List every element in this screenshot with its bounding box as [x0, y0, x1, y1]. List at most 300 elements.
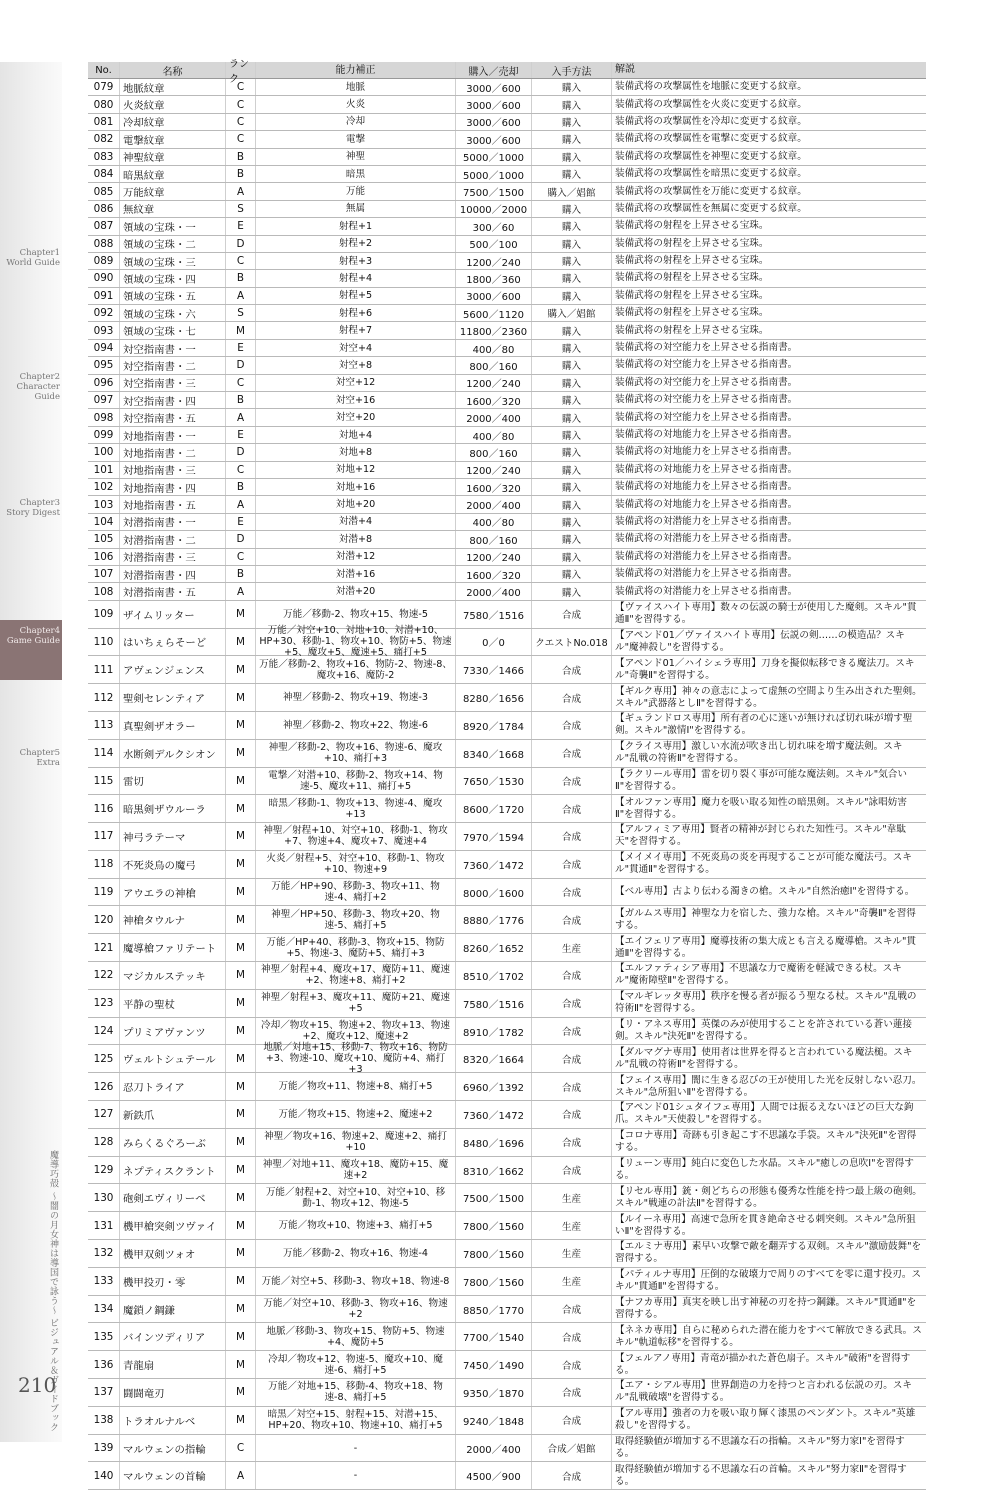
cell-name: 機甲双剣ツォオ [120, 1240, 226, 1267]
cell-no: 132 [88, 1240, 120, 1267]
cell-rank: M [226, 629, 256, 656]
chapter-tab-1[interactable]: Chapter1 World Guide [6, 248, 60, 268]
cell-no: 104 [88, 514, 120, 530]
cell-stat: 対潜+12 [256, 549, 456, 565]
cell-get: 合成 [532, 1323, 612, 1350]
cell-no: 102 [88, 479, 120, 495]
cell-no: 103 [88, 496, 120, 512]
cell-price: 8320／1664 [456, 1045, 532, 1072]
cell-rank: C [226, 375, 256, 391]
cell-stat: 地脈／対地+15、移動-7、物攻+16、物防+3、物速-10、魔攻+10、魔防+4、痛打+3 [256, 1045, 456, 1072]
cell-get: 購入 [532, 218, 612, 234]
chapter-tab-2[interactable]: Chapter2 Character Guide [16, 372, 60, 402]
table-row [88, 392, 926, 409]
cell-get: 合成 [532, 1379, 612, 1406]
table-row [88, 549, 926, 566]
cell-name: プリミアヴァンツ [120, 1018, 226, 1045]
cell-desc: 装備武将の対地能力を上昇させる指南書。 [615, 463, 798, 475]
cell-desc: 装備武将の攻撃属性を火炎に変更する紋章。 [615, 98, 807, 110]
chapter-tab-3[interactable]: Chapter3 Story Digest [6, 498, 60, 518]
cell-no: 088 [88, 236, 120, 252]
cell-stat: 無属 [256, 201, 456, 217]
cell-price: 3000／600 [456, 79, 532, 95]
cell-get: 購入 [532, 549, 612, 565]
cell-stat: 射程+6 [256, 305, 456, 321]
chapter-tab-5[interactable]: Chapter5 Extra [19, 748, 60, 768]
cell-stat: 万能／対空+5、移動-3、物攻+18、物速-8 [256, 1268, 456, 1295]
cell-name: 対空指南書・二 [120, 357, 226, 373]
cell-no: 133 [88, 1268, 120, 1295]
cell-desc: 装備武将の対地能力を上昇させる指南書。 [615, 446, 798, 458]
cell-get: 合成 [532, 712, 612, 739]
cell-stat: 万能／HP+90、移動-3、物攻+11、物速-4、痛打+2 [256, 879, 456, 906]
cell-desc: 装備武将の射程を上昇させる宝珠。 [615, 307, 769, 319]
cell-price: 11800／2360 [456, 322, 532, 338]
cell-get: 合成 [532, 1462, 612, 1489]
cell-get: 合成 [532, 1129, 612, 1156]
cell-rank: M [226, 1323, 256, 1350]
cell-rank: C [226, 79, 256, 95]
header-price: 購入／売却 [456, 62, 532, 78]
table-row [88, 879, 926, 907]
cell-rank: E [226, 514, 256, 530]
cell-no: 135 [88, 1323, 120, 1350]
cell-desc: 【クライス専用】激しい水流が吹き出し切れ味を増す魔法剣。スキル"乱戦の符術Ⅱ"を習得する。 [615, 741, 903, 765]
cell-get: 合成／娼館 [532, 1435, 612, 1462]
table-row [88, 514, 926, 531]
cell-rank: M [226, 1073, 256, 1100]
table-row [88, 851, 926, 879]
cell-name: はいちぇらそーど [120, 629, 226, 656]
cell-desc: 【リューン専用】純白に変色した水晶。スキル"癒しの息吹Ⅰ"を習得する。 [615, 1158, 914, 1182]
cell-stat: 神聖／射程+10、対空+10、移動-1、物攻+7、物速+4、魔攻+7、魔速+4 [256, 823, 456, 850]
cell-stat: 火炎／射程+5、対空+10、移動-1、物攻+10、物速+9 [256, 851, 456, 878]
cell-rank: E [226, 218, 256, 234]
cell-get: 購入 [532, 531, 612, 547]
cell-stat: 暗黒／対空+15、射程+15、対潜+15、HP+20、物攻+10、物速+10、痛打+5 [256, 1407, 456, 1434]
cell-get: 生産 [532, 1268, 612, 1295]
cell-get: 合成 [532, 1296, 612, 1323]
cell-desc: 装備武将の対空能力を上昇させる指南書。 [615, 394, 798, 406]
cell-name: 対潜指南書・五 [120, 583, 226, 599]
cell-no: 080 [88, 96, 120, 112]
table-row [88, 496, 926, 513]
cell-rank: S [226, 201, 256, 217]
cell-rank: A [226, 183, 256, 199]
cell-rank: C [226, 131, 256, 147]
cell-name: ヴェルトシュテール [120, 1045, 226, 1072]
cell-name: トラオルナルベ [120, 1407, 226, 1434]
cell-name: マルウェンの首輪 [120, 1462, 226, 1489]
cell-desc: 装備武将の対空能力を上昇させる指南書。 [615, 376, 798, 388]
cell-get: 購入 [532, 288, 612, 304]
cell-rank: M [226, 1268, 256, 1295]
cell-name: 砲剣エヴィリーベ [120, 1184, 226, 1211]
table-row [88, 740, 926, 768]
table-row [88, 656, 926, 684]
cell-name: 対潜指南書・三 [120, 549, 226, 565]
cell-desc: 装備武将の攻撃属性を万能に変更する紋章。 [615, 185, 807, 197]
cell-get: 合成 [532, 1073, 612, 1100]
cell-desc: 【アペンド01／ハイシェラ専用】刀身を擬似転移できる魔法刀。スキル"奇襲Ⅱ"を習得する。 [615, 657, 915, 681]
table-row [88, 236, 926, 253]
cell-stat: 射程+1 [256, 218, 456, 234]
cell-name: 水断剣デルクシオン [120, 740, 226, 767]
chapter-tab-4[interactable]: Chapter4 Game Guide [0, 620, 62, 680]
cell-price: 300／60 [456, 218, 532, 234]
cell-no: 124 [88, 1018, 120, 1045]
cell-stat: 冷却 [256, 114, 456, 130]
table-row [88, 1042, 926, 1076]
cell-stat: 電撃 [256, 131, 456, 147]
cell-get: 購入 [532, 79, 612, 95]
cell-name: 機甲投刃・零 [120, 1268, 226, 1295]
cell-rank: M [226, 906, 256, 933]
cell-get: 購入 [532, 427, 612, 443]
cell-price: 1200／240 [456, 375, 532, 391]
cell-name: 対潜指南書・四 [120, 566, 226, 582]
cell-desc: 【アルフィミア専用】賢者の精神が封じられた知性弓。スキル"韋駄天"を習得する。 [615, 824, 906, 848]
cell-stat: 神聖／対地+11、魔攻+18、魔防+15、魔速+2 [256, 1157, 456, 1184]
cell-name: 不死炎鳥の魔弓 [120, 851, 226, 878]
cell-no: 140 [88, 1462, 120, 1489]
cell-stat: 神聖／移動-2、物攻+16、物速-6、魔攻+10、痛打+3 [256, 740, 456, 767]
cell-desc: 【リセル専用】銃・剣どちらの形態も優秀な性能を持つ最上級の砲剣。スキル"戦連の計法Ⅱ"を習得する。 [615, 1185, 922, 1209]
header-rank: ランク [226, 62, 256, 78]
header-no: No. [88, 62, 120, 78]
cell-price: 8850／1770 [456, 1296, 532, 1323]
cell-name: 冷却紋章 [120, 114, 226, 130]
cell-name: 万能紋章 [120, 183, 226, 199]
cell-no: 107 [88, 566, 120, 582]
cell-get: 合成 [532, 990, 612, 1017]
cell-get: 合成 [532, 1157, 612, 1184]
table-row [88, 149, 926, 166]
cell-no: 081 [88, 114, 120, 130]
table-row [88, 1268, 926, 1296]
cell-rank: A [226, 288, 256, 304]
cell-name: 領域の宝珠・七 [120, 322, 226, 338]
cell-rank: M [226, 1157, 256, 1184]
table-row [88, 1435, 926, 1463]
cell-desc: 装備武将の射程を上昇させる宝珠。 [615, 237, 769, 249]
table-row [88, 684, 926, 712]
cell-no: 101 [88, 462, 120, 478]
cell-desc: 装備武将の対潜能力を上昇させる指南書。 [615, 533, 798, 545]
cell-name: 対地指南書・三 [120, 462, 226, 478]
cell-name: 青龍扇 [120, 1351, 226, 1378]
cell-price: 8920／1784 [456, 712, 532, 739]
cell-stat: 対地+16 [256, 479, 456, 495]
cell-no: 109 [88, 601, 120, 628]
cell-price: 800／160 [456, 531, 532, 547]
cell-desc: 【ギルク専用】神々の意志によって虚無の空間より生み出された聖剣。スキル"武器落としⅡ"を習得する。 [615, 685, 922, 709]
cell-no: 086 [88, 201, 120, 217]
cell-rank: M [226, 823, 256, 850]
cell-rank: M [226, 1045, 256, 1072]
table-row [88, 1184, 926, 1212]
cell-rank: M [226, 1184, 256, 1211]
table-row [88, 1323, 926, 1351]
cell-price: 7330／1466 [456, 656, 532, 683]
cell-no: 118 [88, 851, 120, 878]
cell-rank: M [226, 1407, 256, 1434]
cell-name: 対地指南書・二 [120, 444, 226, 460]
cell-rank: A [226, 409, 256, 425]
cell-rank: A [226, 496, 256, 512]
header-desc: 解説 [615, 64, 635, 75]
cell-price: 7360／1472 [456, 1101, 532, 1128]
cell-desc: 【リ・アネス専用】英傑のみが使用することを許されている蒼い蓮接剣。スキル"決死Ⅱ"を習得する。 [615, 1019, 913, 1043]
table-row [88, 1296, 926, 1324]
cell-no: 087 [88, 218, 120, 234]
cell-rank: M [226, 740, 256, 767]
cell-desc: 【ベル専用】古より伝わる濁きの槍。スキル"自然治癒Ⅰ"を習得する。 [615, 886, 915, 898]
cell-stat: 万能／移動-2、物攻+16、物防-2、物速-8、魔攻+16、魔防-2 [256, 656, 456, 683]
cell-stat: 万能 [256, 183, 456, 199]
cell-no: 119 [88, 879, 120, 906]
table-row [88, 1240, 926, 1268]
cell-desc: 装備武将の対潜能力を上昇させる指南書。 [615, 585, 798, 597]
cell-stat: 万能／移動-2、物攻+15、物速-5 [256, 601, 456, 628]
cell-desc: 【エルミナ専用】素早い攻撃で敵を翻弄する双剣。スキル"激励鼓舞"を習得する。 [615, 1241, 922, 1265]
table-row [88, 305, 926, 322]
table-row [88, 479, 926, 496]
cell-name: 神聖紋章 [120, 149, 226, 165]
cell-no: 105 [88, 531, 120, 547]
cell-stat: 射程+4 [256, 270, 456, 286]
cell-name: 暗黒紋章 [120, 166, 226, 182]
cell-rank: M [226, 962, 256, 989]
cell-no: 131 [88, 1212, 120, 1239]
cell-desc: 【ガルムス専用】神聖な力を宿した、強力な槍。スキル"奇襲Ⅱ"を習得する。 [615, 907, 916, 931]
cell-no: 128 [88, 1129, 120, 1156]
cell-price: 5000／1000 [456, 149, 532, 165]
table-row [88, 409, 926, 426]
cell-get: 合成 [532, 795, 612, 822]
header-name: 名称 [120, 62, 226, 78]
page-number: 210 [18, 1373, 57, 1397]
cell-price: 8280／1656 [456, 684, 532, 711]
cell-price: 3000／600 [456, 131, 532, 147]
cell-desc: 【オルファン専用】魔力を吸い取る知性の暗黒剣。スキル"詠唱妨害Ⅱ"を習得する。 [615, 796, 907, 820]
cell-price: 8260／1652 [456, 934, 532, 961]
cell-no: 108 [88, 583, 120, 599]
cell-rank: M [226, 795, 256, 822]
cell-get: 購入 [532, 322, 612, 338]
cell-price: 4500／900 [456, 1462, 532, 1489]
cell-desc: 装備武将の攻撃属性を電撃に変更する紋章。 [615, 133, 807, 145]
cell-no: 092 [88, 305, 120, 321]
cell-get: 購入 [532, 462, 612, 478]
cell-desc: 装備武将の射程を上昇させる宝珠。 [615, 220, 769, 232]
cell-get: 購入 [532, 375, 612, 391]
cell-price: 800／160 [456, 444, 532, 460]
cell-rank: M [226, 1101, 256, 1128]
cell-name: 対空指南書・五 [120, 409, 226, 425]
cell-name: 無紋章 [120, 201, 226, 217]
cell-rank: B [226, 479, 256, 495]
cell-price: 8340／1668 [456, 740, 532, 767]
cell-no: 084 [88, 166, 120, 182]
cell-desc: 【ルイーネ専用】高速で急所を貫き絶命させる刺突剣。スキル"急所狙いⅡ"を習得する。 [615, 1213, 916, 1237]
cell-rank: E [226, 427, 256, 443]
cell-stat: 万能／物攻+11、物速+8、痛打+5 [256, 1073, 456, 1100]
cell-no: 113 [88, 712, 120, 739]
cell-no: 094 [88, 340, 120, 356]
cell-rank: C [226, 114, 256, 130]
cell-stat: 万能／HP+40、移動-3、物攻+15、物防+5、物速-3、魔防+5、痛打+3 [256, 934, 456, 961]
cell-rank: A [226, 583, 256, 599]
cell-no: 114 [88, 740, 120, 767]
cell-rank: A [226, 1462, 256, 1489]
cell-name: マジカルステッキ [120, 962, 226, 989]
book-title-vertical: 魔導巧殻 ～闇の月女神は導国で詠う～ ビジュアル＆ガイドブック [48, 1150, 58, 1433]
table-row [88, 253, 926, 270]
cell-rank: M [226, 1379, 256, 1406]
cell-price: 9350／1870 [456, 1379, 532, 1406]
cell-no: 127 [88, 1101, 120, 1128]
cell-stat: 対地+4 [256, 427, 456, 443]
cell-name: 領域の宝珠・六 [120, 305, 226, 321]
cell-no: 111 [88, 656, 120, 683]
table-row [88, 288, 926, 305]
cell-stat: 対空+20 [256, 409, 456, 425]
table-row [88, 357, 926, 374]
table-row [88, 1018, 926, 1046]
cell-name: 新鉄爪 [120, 1101, 226, 1128]
cell-rank: M [226, 1351, 256, 1378]
cell-stat: 神聖／移動-2、物攻+22、物速-6 [256, 712, 456, 739]
cell-price: 1800／360 [456, 270, 532, 286]
cell-desc: 【パティルナ専用】圧倒的な破壊力で周りのすべてを零に還す投刃。スキル"貫通Ⅱ"を習得する。 [615, 1269, 922, 1293]
cell-desc: 【ギュランドロス専用】所有者の心に迷いが無ければ切れ味が増す聖剣。スキル"激情Ⅰ"を習得する。 [615, 713, 913, 737]
cell-desc: 装備武将の対空能力を上昇させる指南書。 [615, 342, 798, 354]
cell-get: 購入 [532, 131, 612, 147]
table-row [88, 1073, 926, 1101]
table-row [88, 322, 926, 339]
cell-name: 魔導槍ファリテート [120, 934, 226, 961]
cell-price: 1600／320 [456, 479, 532, 495]
cell-rank: M [226, 1018, 256, 1045]
cell-rank: M [226, 879, 256, 906]
cell-rank: C [226, 1435, 256, 1462]
cell-get: 合成 [532, 962, 612, 989]
table-row [88, 934, 926, 962]
cell-rank: C [226, 549, 256, 565]
cell-get: 生産 [532, 934, 612, 961]
cell-stat: 万能／対空+10、移動-3、物攻+16、物速+2 [256, 1296, 456, 1323]
cell-price: 500／100 [456, 236, 532, 252]
cell-rank: D [226, 531, 256, 547]
cell-stat: 神聖／射程+4、魔攻+17、魔防+11、魔速+2、物速+8、痛打+2 [256, 962, 456, 989]
cell-desc: 装備武将の射程を上昇させる宝珠。 [615, 324, 769, 336]
cell-stat: 冷却／物攻+15、物速+2、物攻+13、物速+2、魔攻+12、魔速+2 [256, 1018, 456, 1045]
cell-price: 400／80 [456, 514, 532, 530]
cell-price: 2000／400 [456, 1435, 532, 1462]
table-row [88, 768, 926, 796]
cell-price: 3000／600 [456, 96, 532, 112]
cell-stat: 冷却／物攻+12、物速-5、魔攻+10、魔速-6、痛打+5 [256, 1351, 456, 1378]
cell-price: 8600／1720 [456, 795, 532, 822]
cell-no: 096 [88, 375, 120, 391]
table-row [88, 375, 926, 392]
cell-no: 139 [88, 1435, 120, 1462]
cell-name: ネプティスクラント [120, 1157, 226, 1184]
cell-price: 400／80 [456, 427, 532, 443]
cell-price: 5600／1120 [456, 305, 532, 321]
cell-rank: M [226, 684, 256, 711]
cell-no: 117 [88, 823, 120, 850]
cell-desc: 【ヴァイスハイト専用】数々の伝説の騎士が使用した魔剣。スキル"貫通Ⅱ"を習得する。 [615, 602, 917, 626]
table-body [88, 79, 926, 1490]
cell-no: 116 [88, 795, 120, 822]
cell-stat: 万能／物攻+15、物速+2、魔速+2 [256, 1101, 456, 1128]
table-row [88, 1101, 926, 1129]
cell-stat: 万能／移動-2、物攻+16、物速-4 [256, 1240, 456, 1267]
cell-stat: 火炎 [256, 96, 456, 112]
cell-stat: 射程+7 [256, 322, 456, 338]
table-header [88, 59, 926, 85]
cell-no: 120 [88, 906, 120, 933]
cell-price: 1200／240 [456, 253, 532, 269]
table-row [88, 444, 926, 461]
cell-stat: 対潜+8 [256, 531, 456, 547]
table-row [88, 1462, 926, 1490]
cell-stat: 対空+16 [256, 392, 456, 408]
cell-price: 1200／240 [456, 549, 532, 565]
cell-get: 購入 [532, 566, 612, 582]
table-row [88, 340, 926, 357]
cell-stat: 対地+8 [256, 444, 456, 460]
header-stat: 能力補正 [256, 62, 456, 78]
cell-no: 125 [88, 1045, 120, 1072]
table-row [88, 566, 926, 583]
cell-stat: 対空+12 [256, 375, 456, 391]
cell-name: 神弓ラテーマ [120, 823, 226, 850]
cell-stat: - [256, 1462, 456, 1489]
cell-rank: B [226, 149, 256, 165]
cell-get: 購入 [532, 149, 612, 165]
cell-desc: 装備武将の射程を上昇させる宝珠。 [615, 255, 769, 267]
cell-desc: 【ダルマグナ専用】使用者は世界を得ると言われている魔法槌。スキル"乱戦の符術Ⅱ"を習得する。 [615, 1046, 913, 1070]
cell-price: 3000／600 [456, 288, 532, 304]
cell-desc: 装備武将の対地能力を上昇させる指南書。 [615, 481, 798, 493]
cell-rank: B [226, 270, 256, 286]
table-row [88, 823, 926, 851]
table-row [88, 625, 926, 659]
cell-price: 8510／1702 [456, 962, 532, 989]
cell-no: 106 [88, 549, 120, 565]
cell-stat: 対潜+4 [256, 514, 456, 530]
cell-name: アウエラの神槍 [120, 879, 226, 906]
cell-desc: 【ネネカ専用】自らに秘められた潜在能力をすべて解放できる武具。スキル"軌道転移"を習得する。 [615, 1324, 922, 1348]
cell-stat: 万能／物攻+10、物速+3、痛打+5 [256, 1212, 456, 1239]
cell-rank: M [226, 322, 256, 338]
cell-no: 136 [88, 1351, 120, 1378]
cell-stat: 対空+8 [256, 357, 456, 373]
cell-get: 購入 [532, 166, 612, 182]
table-row [88, 906, 926, 934]
cell-desc: 装備武将の対地能力を上昇させる指南書。 [615, 429, 798, 440]
cell-get: 合成 [532, 601, 612, 628]
cell-stat: 対地+20 [256, 496, 456, 512]
table-row [88, 531, 926, 548]
cell-stat: 神聖／移動-2、物攻+19、物速-3 [256, 684, 456, 711]
table-row [88, 795, 926, 823]
cell-desc: 【アペンド01／ヴァイスハイト専用】伝説の剣……の模造品？スキル"魔神殺し"を習得する。 [615, 629, 905, 653]
cell-desc: 【エア・シアル専用】世界創造の力を持つと言われる伝説の刃。スキル"乱戦破壊"を習得する。 [615, 1380, 913, 1404]
